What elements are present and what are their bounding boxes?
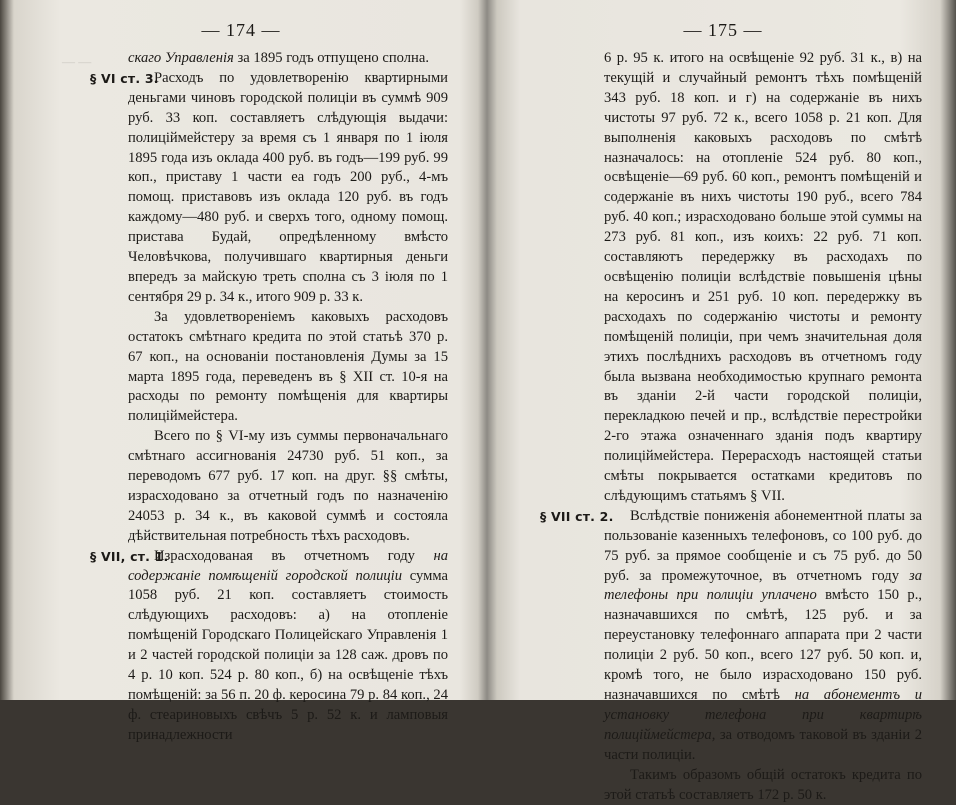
text-run: за отводомъ таковой въ зданіи 2 части полиціи.: [604, 726, 922, 763]
left-page: [0, 0, 482, 743]
paragraph: [90, 547, 448, 746]
page-number-right: — 175 —: [683, 20, 763, 40]
text-run: 6 р. 95 к. итого на освѣщеніе 92 руб. 31 к., в) на текущій и случайный ремонтъ тѣхъ помѣщеній 343 руб. 18 коп. и г) на содержаніе въ нихъ чистоты 97 руб. 72 к., всего 1058 р. 21 коп. Для выполненія каковыхъ расходовъ по смѣтѣ назначалось: на отопленіе 524 руб. 80 коп., освѣщеніе—69 руб. 60 коп., ремонтъ помѣщеній и содержаніе въ нихъ чистоты 190 руб., всего 784 руб. 40 коп.; израсходовано больше этой суммы на 273 руб. 81 коп., изъ коихъ: 22 руб. 71 коп. составляютъ передержку въ расходахъ по освѣщенію полиціи вслѣдствіе повышенія цѣны на керосинъ и 251 руб. 10 коп. передержку въ расходахъ по содержанію чистоты и ремонту помѣщеній полиціи, при чемъ значительная доля этихъ послѣднихъ расходовъ въ отчетномъ году была вызвана необходимостью крупнаго ремонта въ зданіи 2-й части городской полиціи, перекладкою печей и пр., вслѣдствіе перестройки 2-го этажа означеннаго зданія подъ квартиру полиціймейстера. Перерасходъ настоящей статьи смѣты покрывается остатками кредитовъ по слѣдующимъ статьямъ § VII.: [604, 50, 922, 504]
paragraph: [604, 766, 922, 805]
section-reference: § VI ст. 3.: [90, 70, 159, 86]
right-page: [490, 0, 956, 803]
bleed-through-text: — —: [62, 54, 92, 69]
left-page-text: [90, 49, 448, 746]
paragraph: [128, 49, 448, 69]
italic-phrase: на абонементъ и установку телефона при квартирѣ полиціймейстера,: [604, 687, 922, 743]
right-page-text: [540, 49, 922, 805]
paragraph: [128, 427, 448, 546]
paragraph: [604, 49, 922, 507]
italic-phrase: за телефоны при полиціи уплачено: [604, 567, 922, 604]
text-run: За удовлетвореніемъ каковыхъ расходовъ остатокъ смѣтнаго кредита по этой статьѣ 370 р. 67 коп., на основаніи постановленія Думы за 15 марта 1895 года, переведенъ въ § XII ст. 10-я на расходы по ремонту помѣщенія для квартиры полиціймейстера.: [128, 308, 448, 425]
section-reference: § VII ст. 2.: [540, 508, 614, 524]
text-run: Всего по § VI-му изъ суммы первоначальнаго смѣтнаго ассигнованія 24730 руб. 51 коп., за переводомъ 677 руб. 17 коп. на друг. §§ смѣты, израсходовано за отчетный годъ по назначенію 24053 р. 34 к., въ каковой суммѣ и состояла дѣйствительная потребность тѣхъ расходовъ.: [128, 428, 448, 544]
text-run: Расходъ по удовлетворенію квартирными деньгами чиновъ городской полиціи въ суммѣ 909 руб. 33 коп. составляетъ слѣдующія выдачи: полиціймейстеру за время съ 1 января по 1 іюля 1895 года изъ оклада 400 руб. въ годъ—199 руб. 99 коп., приставу 1 части ea годъ 200 руб., 4-мъ помощ. приставовъ изъ оклада 120 руб. въ годъ каждому—480 руб. и сверхъ того, одному помощ. пристава Будай, опредѣленному вмѣсто Человѣчкова, получившаго квартирныя деньги впередъ за майскую треть сполна съ 3 іюля по 1 сентября 29 р. 34 к., итого 909 р. 33 к.: [128, 69, 448, 305]
page-number-left: — 174 —: [201, 20, 281, 40]
paragraph: [128, 308, 448, 427]
text-run: вмѣсто 150 р., назначавшихся по смѣтѣ, 125 руб. и за переустановку телефоннаго аппарата при 2 части полиціи 2 руб. 50 коп., всего 127 руб. 50 коп. и, кромѣ того, не было израсходовано 150 руб. назначавшихся по смѣтѣ: [604, 587, 922, 703]
section-reference: § VII, ст. 1.: [90, 548, 169, 564]
text-run: за 1895 годъ отпущено сполна.: [233, 50, 429, 66]
text-run: Такимъ образомъ общій остатокъ кредита по этой статьѣ составляетъ 172 р. 50 к.: [604, 766, 922, 803]
text-run: Израсходованая въ отчетномъ году: [154, 547, 434, 564]
italic-phrase: скаго Управленія: [128, 50, 234, 66]
paragraph: [540, 507, 922, 766]
italic-phrase: на содержаніе помѣщеній городской полиціи: [128, 547, 448, 584]
text-run: сумма 1058 руб. 21 коп. составляетъ стоимость слѣдующихъ расходовъ: а) на отопленіе помѣщеній Городскаго Полицейскаго Управленія 1 и 2 частей городской полиціи за 128 саж. дровъ по 4 р. 10 коп. 524 р. 80 коп., б) на освѣщеніе тѣхъ помѣщеній: за 56 п. 20 ф. керосина 79 р. 84 коп., 24 ф. стеариновыхъ свѣчъ 5 р. 52 к. и ламповыя принадлежности: [128, 567, 448, 743]
paragraph: [90, 69, 448, 308]
text-run: Вслѣдствіе пониженія абонементной платы за пользованіе казенныхъ телефоновъ, со 100 руб. до 75 руб. за прямое сообщеніе и съ 75 руб. до 50 руб. за промежуточное, въ отчетномъ году: [604, 507, 922, 584]
